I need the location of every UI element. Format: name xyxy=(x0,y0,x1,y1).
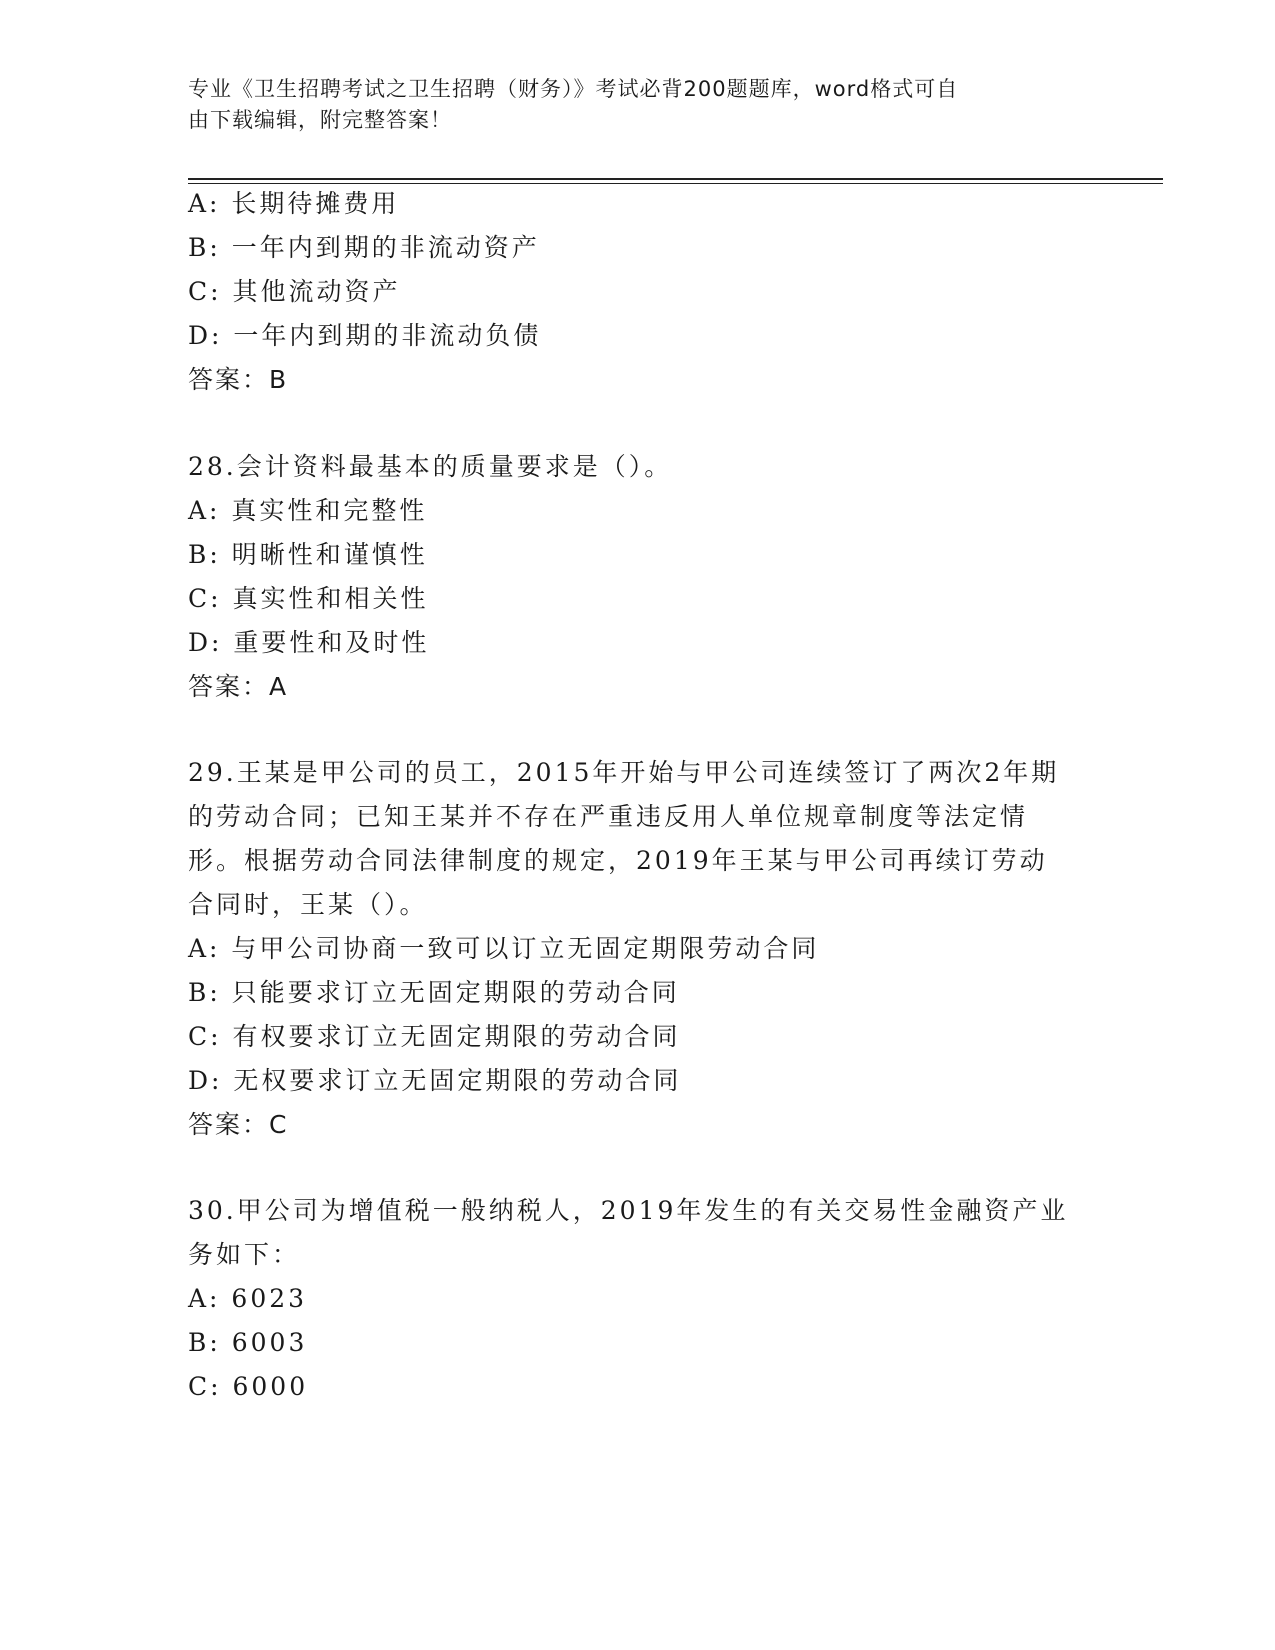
q27-option-b: B: 一年内到期的非流动资产 xyxy=(188,233,540,262)
q30-option-a: A: 6023 xyxy=(188,1284,308,1313)
q29-answer: 答案：C xyxy=(188,1110,289,1139)
q29-stem-line-4: 合同时，王某（）。 xyxy=(188,890,428,919)
q28-option-c: C: 真实性和相关性 xyxy=(188,584,429,613)
q28-stem: 28.会计资料最基本的质量要求是（）。 xyxy=(188,452,673,481)
q30-option-b: B: 6003 xyxy=(188,1328,308,1357)
document-header xyxy=(188,74,1068,136)
q27-option-a: A: 长期待摊费用 xyxy=(188,189,400,218)
q30-option-c: C: 6000 xyxy=(188,1372,309,1401)
q29-stem-line-1: 29.王某是甲公司的员工，2015年开始与甲公司连续签订了两次2年期 xyxy=(188,758,1060,787)
header-line-1: 专业《卫生招聘考试之卫生招聘（财务）》考试必背200题题库，word格式可自 xyxy=(188,77,959,101)
q29-stem-line-3: 形。根据劳动合同法律制度的规定，2019年王某与甲公司再续订劳动 xyxy=(188,846,1048,875)
header-divider-thick xyxy=(188,178,1163,180)
q28-option-d: D: 重要性和及时性 xyxy=(188,628,430,657)
header-divider-thin xyxy=(188,183,1163,184)
q29-option-d: D: 无权要求订立无固定期限的劳动合同 xyxy=(188,1066,682,1095)
q28-option-b: B: 明晰性和谨慎性 xyxy=(188,540,428,569)
q29-stem-line-2: 的劳动合同；已知王某并不存在严重违反用人单位规章制度等法定情 xyxy=(188,802,1029,831)
header-line-2: 由下载编辑，附完整答案！ xyxy=(188,108,452,132)
q29-option-b: B: 只能要求订立无固定期限的劳动合同 xyxy=(188,978,680,1007)
q29-option-c: C: 有权要求订立无固定期限的劳动合同 xyxy=(188,1022,681,1051)
q28-option-a: A: 真实性和完整性 xyxy=(188,496,428,525)
q27-option-d: D: 一年内到期的非流动负债 xyxy=(188,321,542,350)
q30-stem-line-1: 30.甲公司为增值税一般纳税人，2019年发生的有关交易性金融资产业 xyxy=(188,1196,1069,1225)
q27-answer: 答案：B xyxy=(188,365,289,394)
q27-option-c: C: 其他流动资产 xyxy=(188,277,401,306)
q28-answer: 答案：A xyxy=(188,672,289,701)
q30-stem-line-2: 务如下： xyxy=(188,1240,301,1269)
q29-option-a: A: 与甲公司协商一致可以订立无固定期限劳动合同 xyxy=(188,934,820,963)
